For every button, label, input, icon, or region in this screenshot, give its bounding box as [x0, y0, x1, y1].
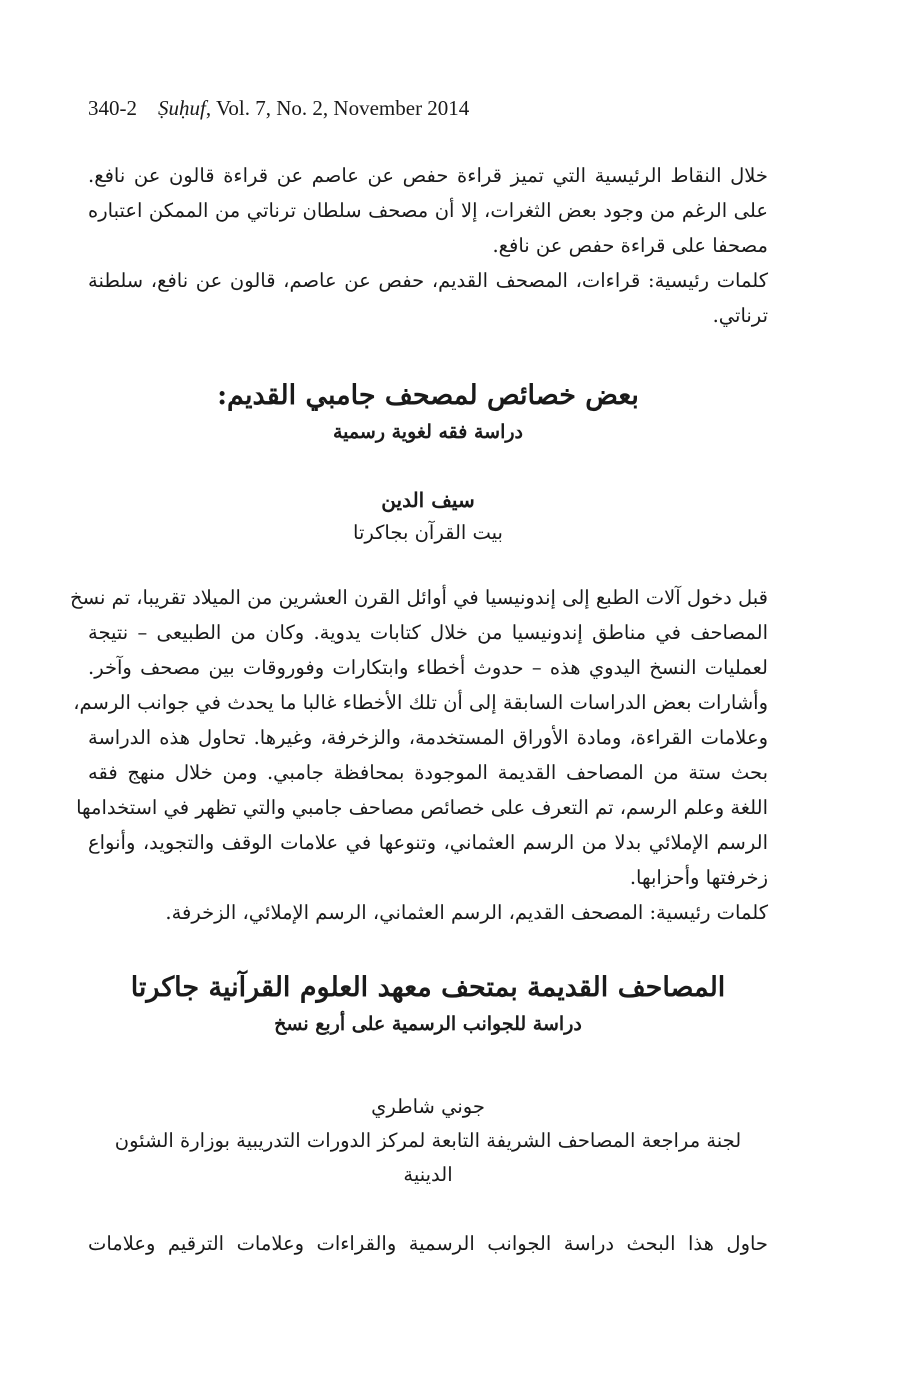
abstract-line: بحث ستة من المصاحف القديمة الموجودة بمحافظة جامبي. ومن خلال منهج فقه	[88, 761, 768, 784]
author-name: سيف الدين	[381, 488, 475, 512]
page-number: 340-2	[88, 96, 137, 120]
keywords-line: كلمات رئيسية: قراءات، المصحف القديم، حفص عن عاصم، قالون عن نافع، سلطنة	[88, 269, 768, 292]
abstract-tail-line: خلال النقاط الرئيسية التي تميز قراءة حفص عن عاصم عن قراءة قالون عن نافع.	[88, 164, 768, 187]
article-subtitle: دراسة فقه لغوية رسمية	[333, 421, 523, 443]
abstract-line: المصاحف في مناطق إندونيسيا من خلال كتابات يدوية. وكان من الطبيعى – نتيجة	[88, 621, 768, 644]
abstract-line: زخرفتها وأحزابها.	[629, 866, 768, 889]
article3-header	[88, 968, 768, 1040]
article2-header	[88, 376, 768, 448]
article3-byline	[88, 1090, 768, 1192]
author-affiliation: لجنة مراجعة المصاحف الشريفة التابعة لمركز الدورات التدريبية بوزارة الشئون	[114, 1129, 742, 1152]
journal-name: Ṣuḥuf	[158, 96, 206, 120]
keywords-line: كلمات رئيسية: المصحف القديم، الرسم العثماني، الرسم الإملائي، الزخرفة.	[165, 901, 768, 924]
article3-abstract	[88, 1226, 768, 1261]
article2-abstract	[70, 580, 768, 930]
author-affiliation: بيت القرآن بجاكرتا	[353, 521, 503, 544]
author-name: جوني شاطري	[371, 1095, 485, 1118]
abstract-tail-line: على الرغم من وجود بعض الثغرات، إلا أن مصحف سلطان ترناتي من الممكن اعتباره	[88, 199, 768, 222]
article-subtitle: دراسة للجوانب الرسمية على أربع نسخ	[274, 1013, 582, 1035]
abstract-tail	[88, 158, 768, 333]
abstract-line: وعلامات القراءة، ومادة الأوراق المستخدمة، والزخرفة، وغيرها. تحاول هذه الدراسة	[88, 726, 768, 749]
abstract-line: الرسم الإملائي بدلا من الرسم العثماني، وتنوعها في علامات الوقف والتجويد، وأنواع	[88, 831, 768, 854]
article-title: المصاحف القديمة بمتحف معهد العلوم القرآنية جاكرتا	[130, 972, 726, 1003]
abstract-line: وأشارات بعض الدراسات السابقة إلى أن تلك الأخطاء غالبا ما يحدث في جوانب الرسم،	[73, 691, 768, 714]
abstract-line: قبل دخول آلات الطبع إلى إندونيسيا في أوائل القرن العشرين من الميلاد تقريبا، تم نسخ	[70, 586, 768, 609]
abstract-line: اللغة وعلم الرسم، تم التعرف على خصائص مصاحف جامبي والتي تظهر في استخدامها	[76, 796, 768, 819]
running-head	[88, 96, 469, 121]
abstract-tail-line: مصحفا على قراءة حفص عن نافع.	[492, 234, 768, 257]
author-affiliation: الدينية	[403, 1163, 453, 1186]
issue-info: , Vol. 7, No. 2, November 2014	[205, 96, 470, 120]
abstract-line: لعمليات النسخ اليدوي هذه – حدوث أخطاء وابتكارات وفوروقات بين مصحف وآخر.	[88, 656, 768, 679]
abstract-line: حاول هذا البحث دراسة الجوانب الرسمية والقراءات وعلامات الترقيم وعلامات	[88, 1232, 768, 1255]
article-title: بعض خصائص لمصحف جامبي القديم:	[217, 380, 639, 411]
keywords-line: ترناتي.	[712, 304, 768, 327]
article2-byline	[88, 484, 768, 550]
